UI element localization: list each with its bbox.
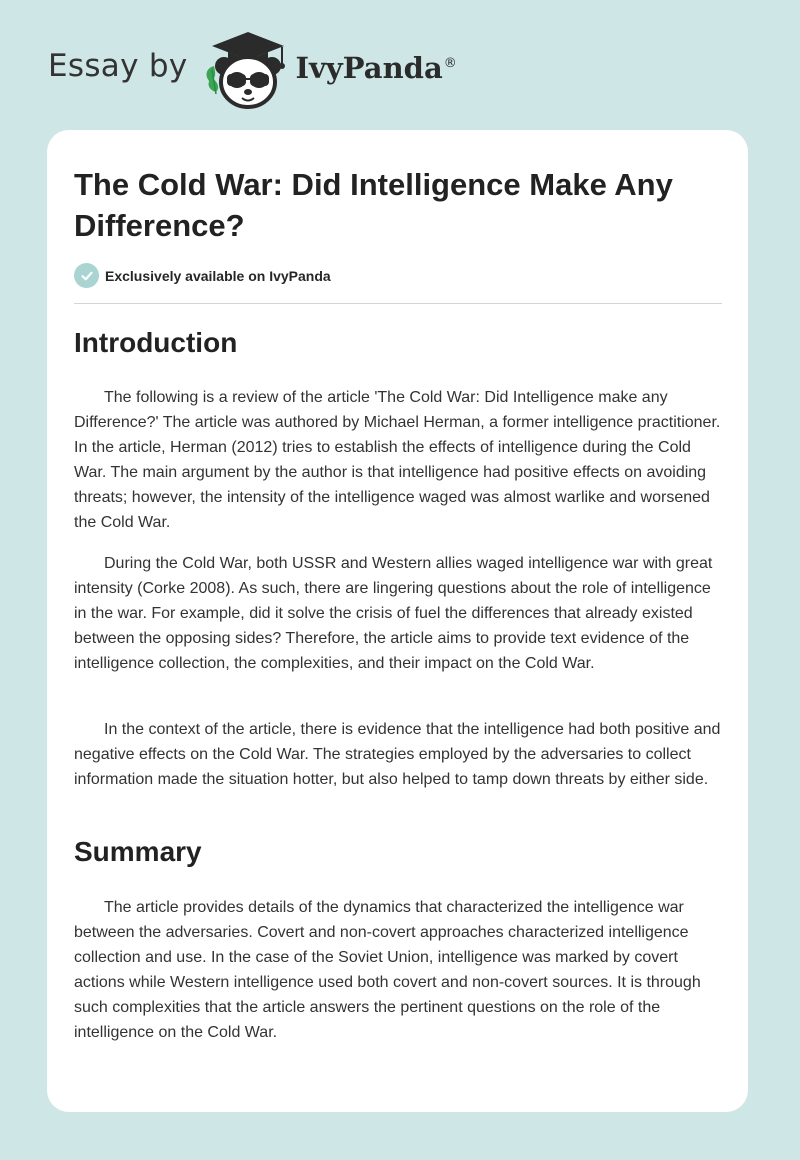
brand-name: IvyPanda® <box>295 51 457 85</box>
page-title: The Cold War: Did Intelligence Make Any Difference? <box>74 167 673 243</box>
intro-paragraph-2: During the Cold War, both USSR and Western allies waged intelligence war with great intensity (Corke 2008). As such, there are lingering questions about the role of intelligence in the war. For example, did it solve the crisis of fuel the differences that already existed between the opposing sides? Therefore, the article aims to provide text evidence of the intelligence collection, the complexities, and their impact on the Cold War. <box>74 555 713 672</box>
section-heading-introduction: Introduction <box>74 327 238 358</box>
divider <box>74 303 722 304</box>
panda-logo-icon <box>202 30 294 110</box>
brand-header <box>48 30 457 110</box>
brand-prefix: Essay by <box>48 48 188 84</box>
intro-paragraph-1: The following is a review of the article 'The Cold War: Did Intelligence make any Difference?' The article was authored by Michael Herman, a former intelligence practitioner. In the article, Herman (2012) tries to establish the effects of intelligence during the Cold War. The main argument by the author is that intelligence had positive effects on avoiding threats; however, the intensity of the intelligence waged was almost warlike and worsened the Cold War. <box>74 389 721 531</box>
exclusive-badge <box>74 263 331 288</box>
summary-paragraph-1: The article provides details of the dynamics that characterized the intelligence war between the adversaries. Covert and non-covert approaches characterized intelligence collection and use. In the case of the Soviet Union, intelligence was marked by covert actions while Western intelligence used both covert and non-covert sources. It is through such complexities that the article answers the pertinent questions on the role of the intelligence on the Cold War. <box>74 899 701 1041</box>
intro-paragraph-3: In the context of the article, there is evidence that the intelligence had both positive and negative effects on the Cold War. The strategies employed by the adversaries to collect information made the situation hotter, but also helped to tamp down threats by either side. <box>74 721 721 788</box>
section-heading-summary: Summary <box>74 836 202 867</box>
badge-text: Exclusively available on IvyPanda <box>105 267 331 284</box>
check-icon <box>74 263 99 288</box>
article-card <box>47 130 748 1112</box>
